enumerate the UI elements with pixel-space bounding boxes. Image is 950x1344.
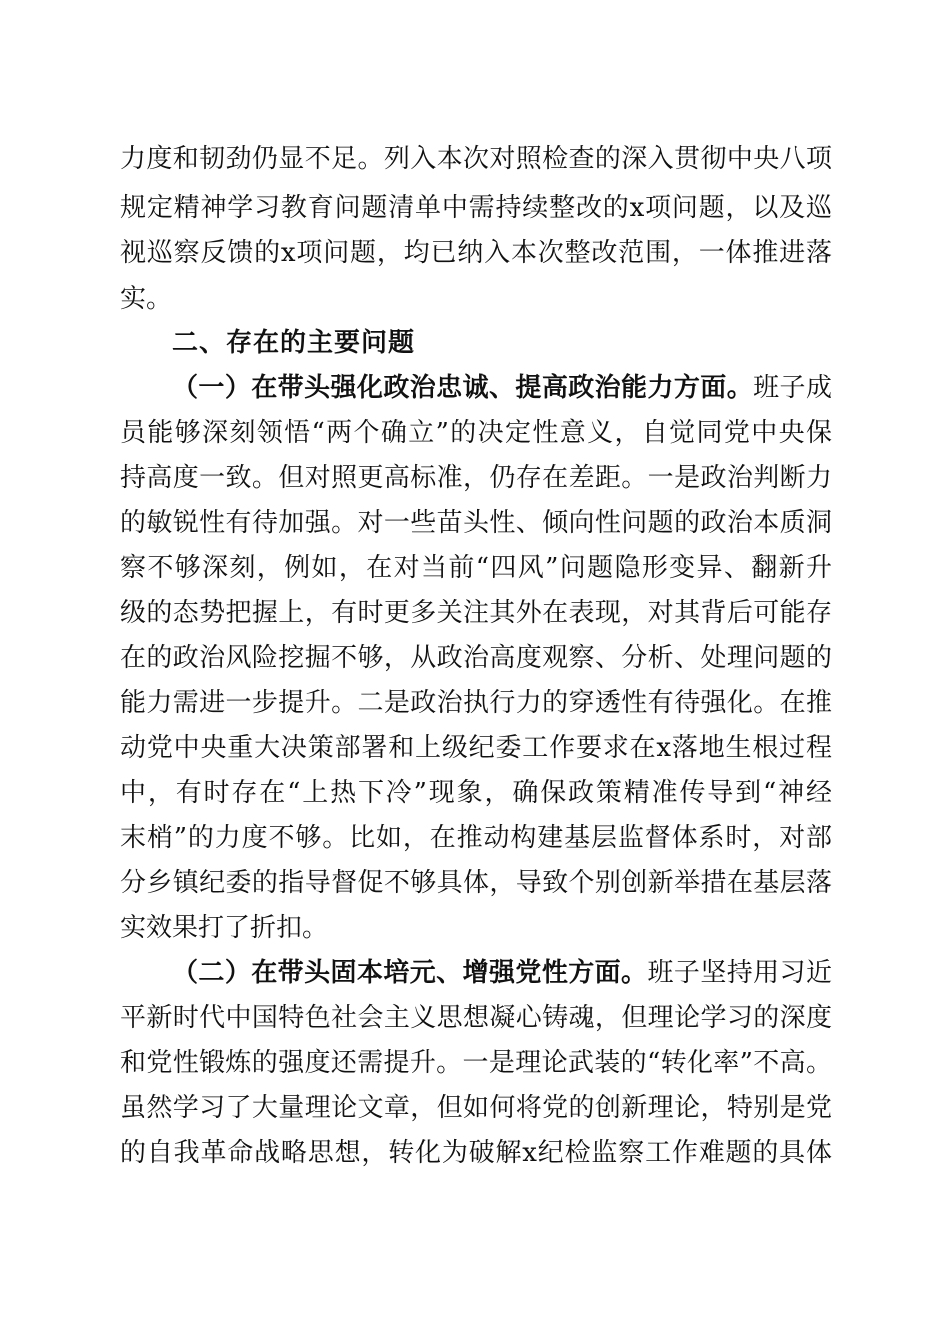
paragraph-line: 的自我革命战略思想，转化为破解x纪检监察工作难题的具体	[120, 1138, 832, 1168]
paragraph-line: 中，有时存在“上热下冷”现象，确保政策精准传导到“神经	[120, 778, 832, 808]
item-2-title: （二）在带头固本培元、增强党性方面。	[172, 958, 648, 988]
paragraph-line: 动党中央重大决策部署和上级纪委工作要求在x落地生根过程	[120, 733, 832, 763]
paragraph-line: 规定精神学习教育问题清单中需持续整改的x项问题，以及巡	[120, 193, 832, 223]
paragraph-line: 持高度一致。但对照更高标准，仍存在差距。一是政治判断力	[120, 463, 832, 493]
paragraph-line: 分乡镇纪委的指导督促不够具体，导致个别创新举措在基层落	[120, 868, 832, 898]
paragraph-line: 在的政治风险挖掘不够，从政治高度观察、分析、处理问题的	[120, 643, 832, 673]
paragraph-line: 平新时代中国特色社会主义思想凝心铸魂，但理论学习的深度	[120, 1003, 832, 1033]
paragraph-line: 员能够深刻领悟“两个确立”的决定性意义，自觉同党中央保	[120, 418, 832, 448]
paragraph-line: 力度和韧劲仍显不足。列入本次对照检查的深入贯彻中央八项	[120, 144, 832, 174]
paragraph-line: 的敏锐性有待加强。对一些苗头性、倾向性问题的政治本质洞	[120, 508, 832, 538]
paragraph-line: 能力需进一步提升。二是政治执行力的穿透性有待强化。在推	[120, 688, 832, 718]
section-heading: 二、存在的主要问题	[172, 328, 416, 358]
item-1-title: （一）在带头强化政治忠诚、提高政治能力方面。	[172, 373, 754, 403]
paragraph-line: 实。	[120, 284, 173, 314]
item-1-first-line-text: 班子成	[753, 373, 832, 403]
item-2-first-line	[172, 953, 832, 993]
paragraph-line: 察不够深刻，例如，在对当前“四风”问题隐形变异、翻新升	[120, 553, 832, 583]
paragraph-line: 和党性锻炼的强度还需提升。一是理论武装的“转化率”不高。	[120, 1048, 832, 1078]
paragraph-line: 虽然学习了大量理论文章，但如何将党的创新理论，特别是党	[120, 1093, 832, 1123]
paragraph-line: 视巡察反馈的x项问题，均已纳入本次整改范围，一体推进落	[120, 238, 832, 268]
paragraph-line: 级的态势把握上，有时更多关注其外在表现，对其背后可能存	[120, 598, 832, 628]
paragraph-line: 末梢”的力度不够。比如，在推动构建基层监督体系时，对部	[120, 823, 832, 853]
item-1-first-line	[172, 368, 832, 408]
paragraph-line: 实效果打了折扣。	[120, 913, 329, 943]
item-2-first-line-text: 班子坚持用习近	[647, 958, 832, 988]
